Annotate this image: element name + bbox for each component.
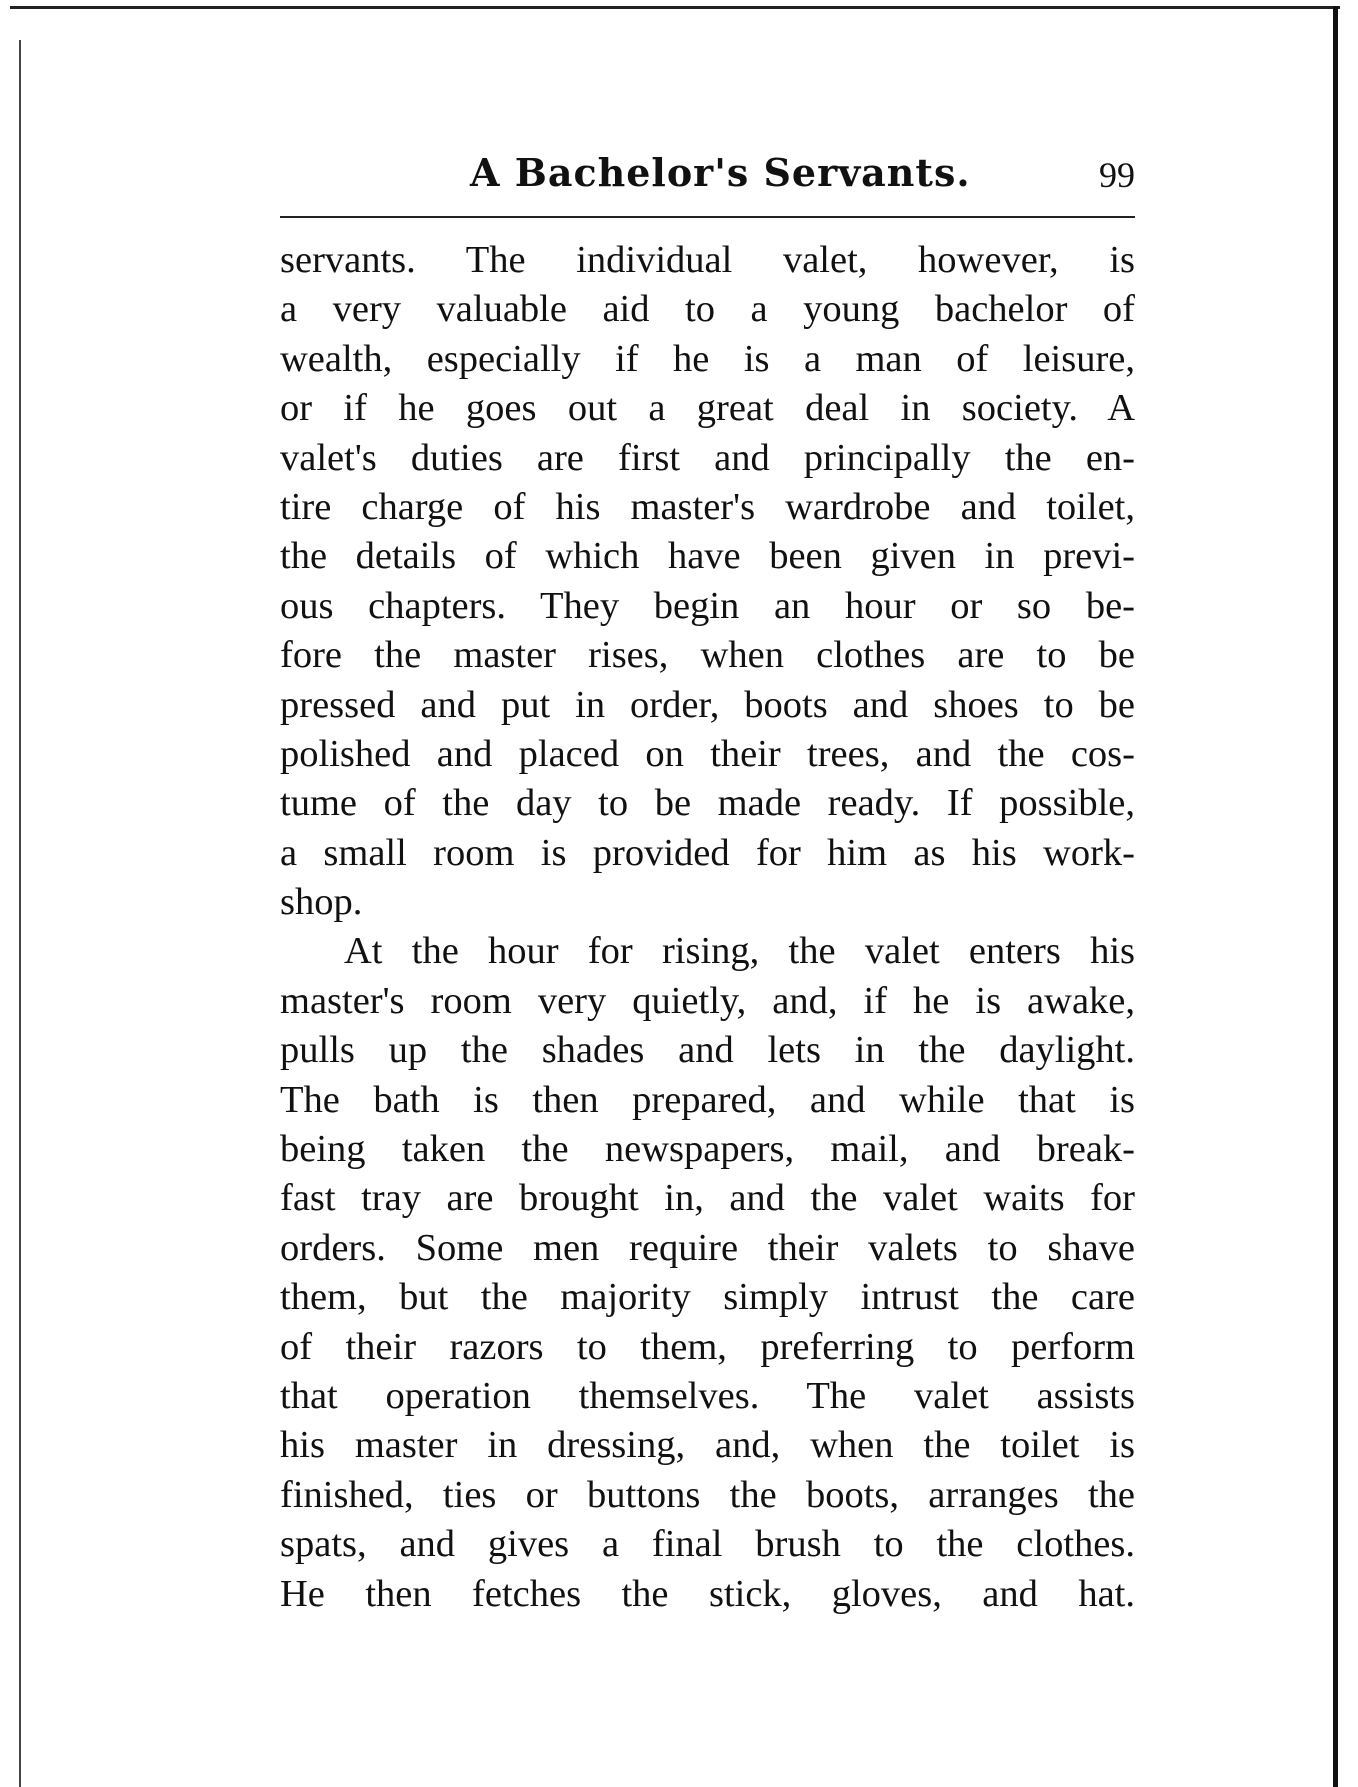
text-line: ous chapters. They begin an hour or so be- [280, 584, 1135, 627]
header-rule [280, 216, 1135, 218]
text-line: his master in dressing, and, when the toilet is [280, 1424, 1135, 1467]
text-line: pressed and put in order, boots and shoes to be [280, 683, 1135, 726]
body-text [280, 236, 1135, 1619]
text-line: a very valuable aid to a young bachelor of [280, 288, 1135, 331]
text-line: tume of the day to be made ready. If possible, [280, 782, 1135, 825]
text-line: He then fetches the stick, gloves, and hat. [280, 1572, 1135, 1615]
text-line: a small room is provided for him as his work- [280, 831, 1135, 874]
text-line: polished and placed on their trees, and the cos- [280, 732, 1135, 775]
scan-edge-right [1333, 6, 1338, 1787]
running-title: A Bachelor's Servants. [470, 150, 971, 195]
text-line: of their razors to them, preferring to perform [280, 1325, 1135, 1368]
page-number: 99 [1099, 155, 1135, 195]
text-line: them, but the majority simply intrust the care [280, 1276, 1135, 1319]
scan-edge-left [19, 40, 21, 1787]
text-line: tire charge of his master's wardrobe and toilet, [280, 485, 1135, 528]
text-line: wealth, especially if he is a man of leisure, [280, 337, 1135, 380]
text-line: master's room very quietly, and, if he is awake, [280, 979, 1135, 1022]
text-line: spats, and gives a final brush to the clothes. [280, 1523, 1135, 1566]
text-line: orders. Some men require their valets to shave [280, 1226, 1135, 1269]
text-line: The bath is then prepared, and while that is [280, 1078, 1135, 1121]
text-line: being taken the newspapers, mail, and break- [280, 1128, 1135, 1171]
text-line: At the hour for rising, the valet enters his [344, 930, 1135, 973]
text-line: pulls up the shades and lets in the daylight. [280, 1029, 1135, 1072]
text-line: or if he goes out a great deal in society. A [280, 387, 1135, 430]
text-line: finished, ties or buttons the boots, arranges the [280, 1473, 1135, 1516]
text-line: servants. The individual valet, however, is [280, 239, 1135, 281]
text-line: that operation themselves. The valet assists [280, 1374, 1135, 1417]
page-header [280, 142, 1135, 202]
text-line: valet's duties are first and principally the en- [280, 436, 1135, 479]
text-line: the details of which have been given in previ- [280, 535, 1135, 578]
text-line: shop. [280, 881, 363, 924]
scan-edge-top [10, 6, 1340, 9]
text-line: fore the master rises, when clothes are to be [280, 634, 1135, 677]
text-line: fast tray are brought in, and the valet waits for [280, 1177, 1135, 1220]
